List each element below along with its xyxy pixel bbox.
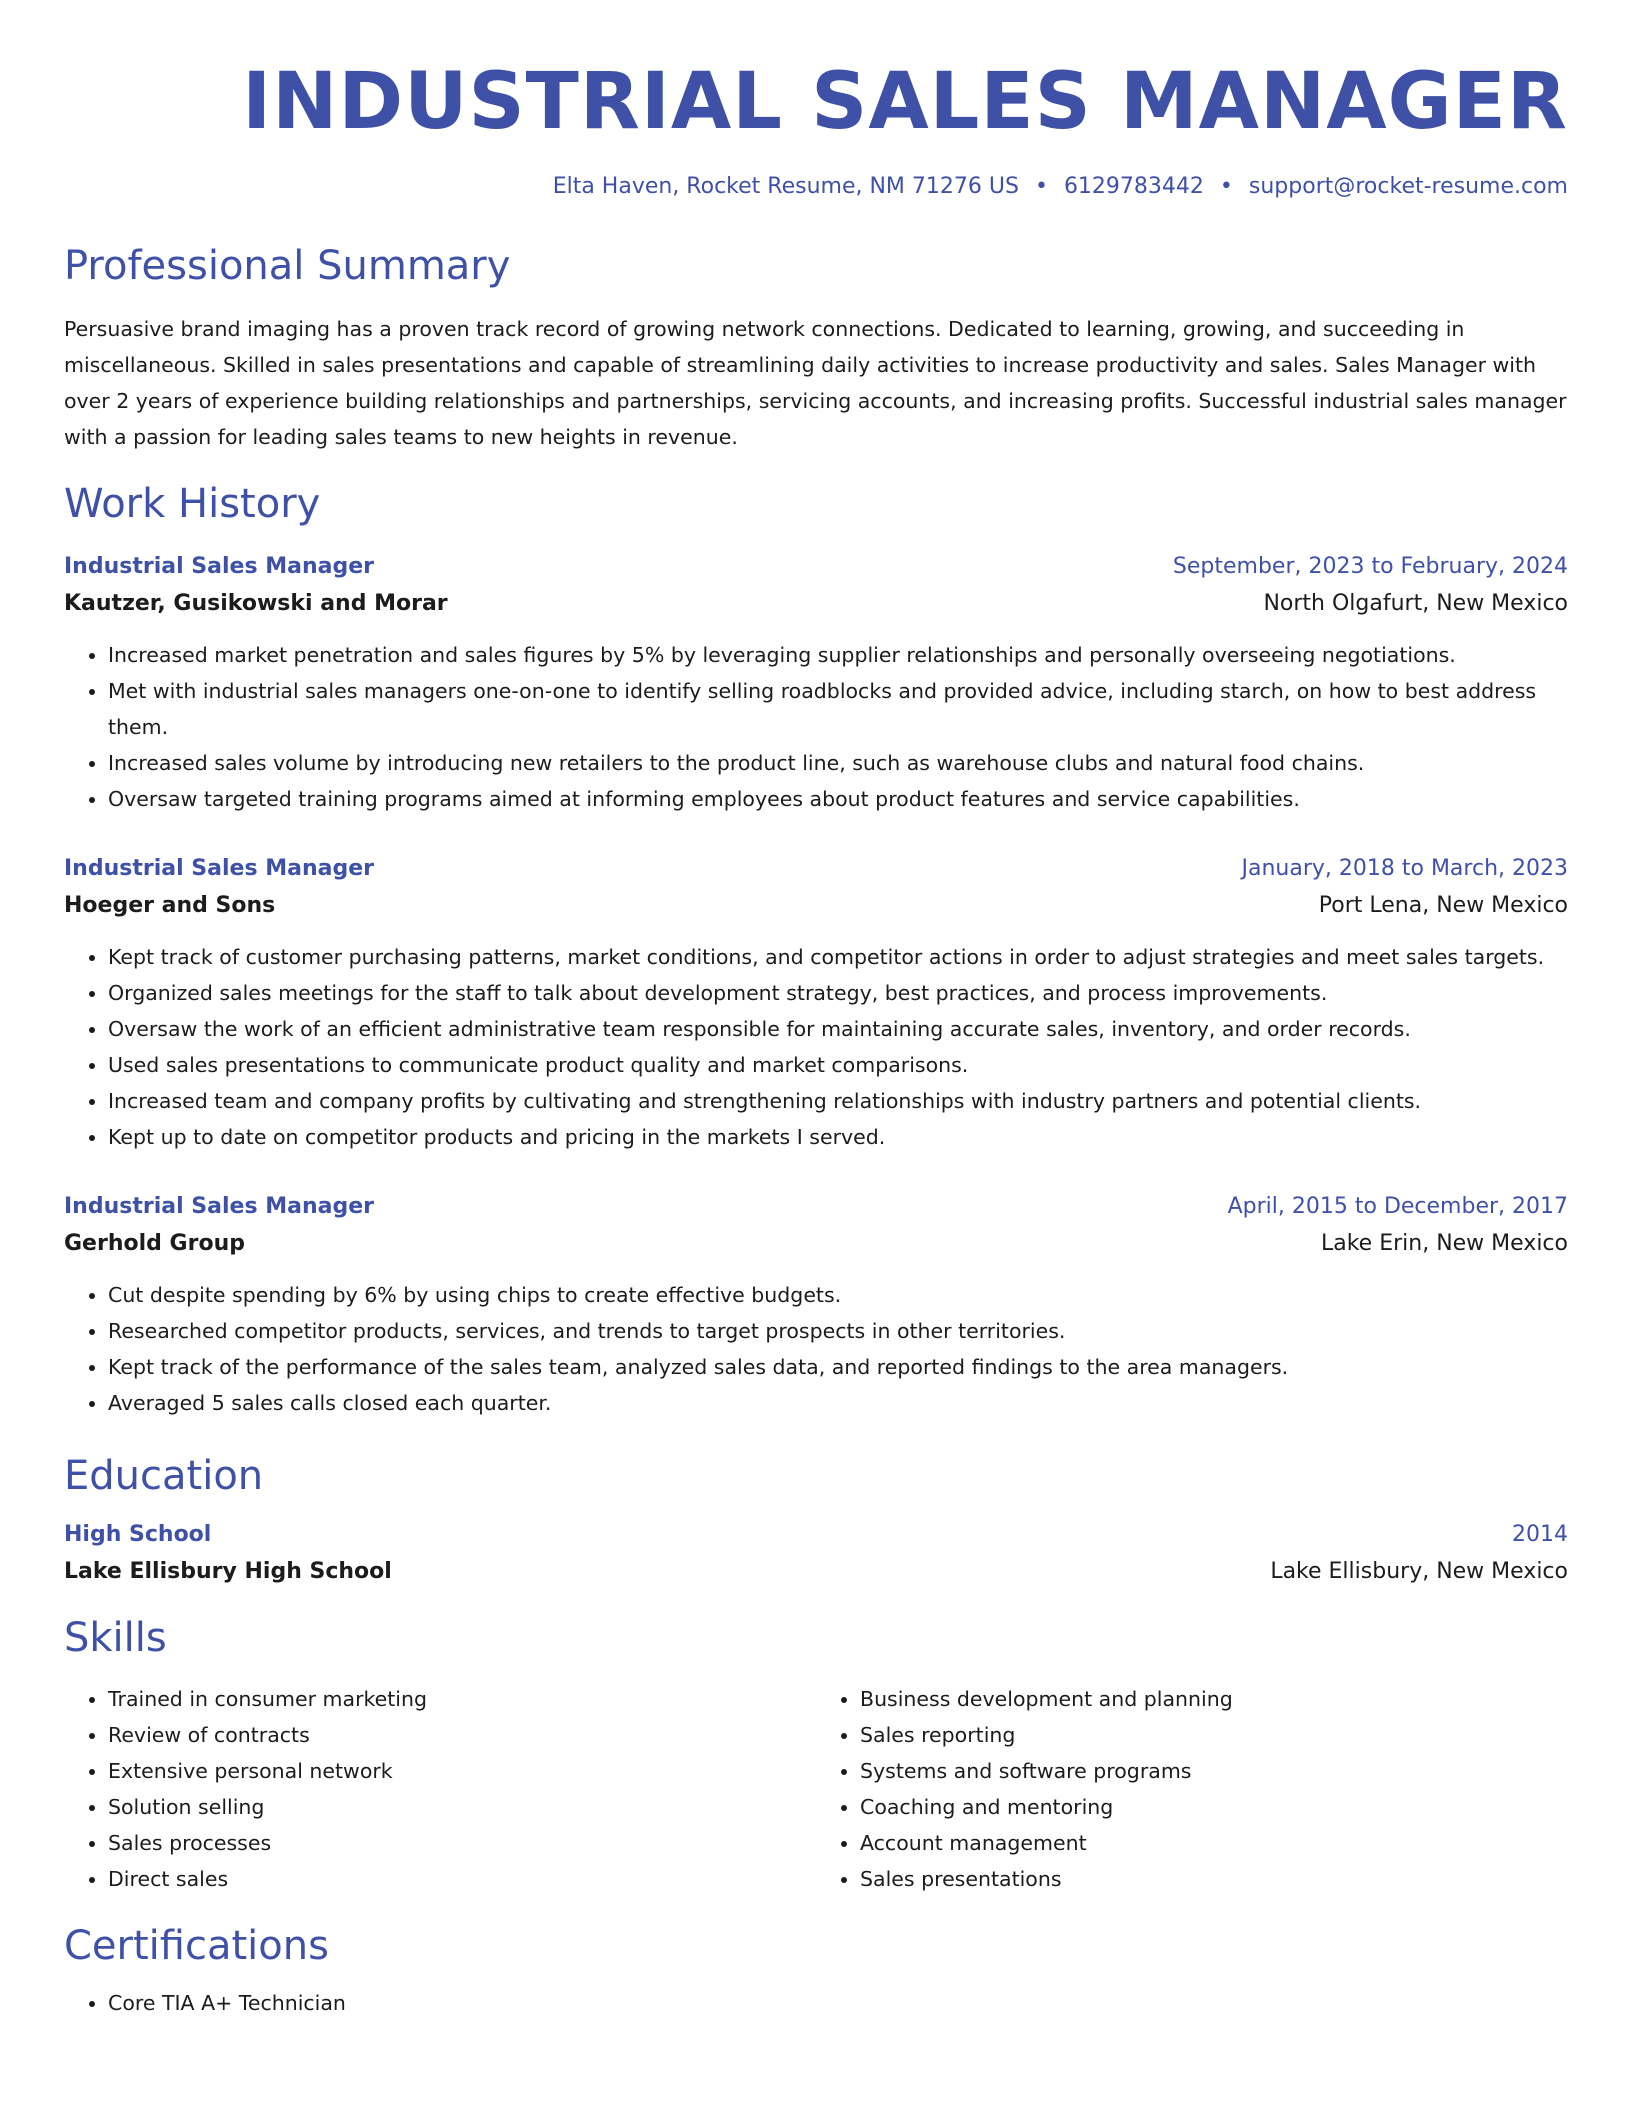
education-header-row: [64, 1517, 1568, 1553]
skill-item: • Review of contracts: [108, 1717, 816, 1753]
job-bullet: • Oversaw targeted training programs aimed at informing employees about product features and service capabilities.: [108, 781, 1568, 817]
job-bullet: • Met with industrial sales managers one-on-one to identify selling roadblocks and provided advice, including starch, on how to best address them.: [108, 673, 1568, 745]
skill-item: • Systems and software programs: [860, 1753, 1568, 1789]
skills-list-right: [816, 1681, 1568, 1897]
job-company: Kautzer, Gusikowski and Morar: [64, 591, 448, 616]
certifications-heading: Certifications: [64, 1923, 329, 1969]
job-title: Industrial Sales Manager: [64, 856, 374, 881]
job-company-row: [64, 887, 1568, 925]
certification-item: • Core TIA A+ Technician: [108, 1985, 1568, 2021]
summary-text: Persuasive brand imaging has a proven track record of growing network connections. Dedicated to learning, growing, and succeeding in miscellaneous. Skilled in sales presentations and capable of streamlining daily activities to increase productivity and sales. Sales Manager with over 2 years of experience building relationships and partnerships, servicing accounts, and increasing profits. Successful industrial sales manager with a passion for leading sales teams to new heights in revenue.: [64, 317, 1567, 449]
contact-separator: •: [1219, 174, 1233, 199]
job-header-row: [64, 1189, 1568, 1225]
job-dates: April, 2015 to December, 2017: [1227, 1194, 1568, 1219]
job-bullet: • Used sales presentations to communicate product quality and market comparisons.: [108, 1047, 1568, 1083]
skill-item: • Coaching and mentoring: [860, 1789, 1568, 1825]
education-degree: High School: [64, 1522, 212, 1547]
job-bullet: • Kept track of the performance of the sales team, analyzed sales data, and reported findings to the area managers.: [108, 1349, 1568, 1385]
skills-columns: [64, 1681, 1568, 1897]
skill-item: • Sales presentations: [860, 1861, 1568, 1897]
job-bullet: • Increased sales volume by introducing new retailers to the product line, such as warehouse clubs and natural food chains.: [108, 745, 1568, 781]
job-entry: [64, 549, 1568, 817]
job-bullet: • Averaged 5 sales calls closed each quarter.: [108, 1385, 1568, 1421]
contact-address: Elta Haven, Rocket Resume, NM 71276 US: [552, 174, 1019, 199]
resume-header: [64, 50, 1568, 199]
certifications-list: [64, 1985, 1568, 2021]
contact-separator: •: [1034, 174, 1048, 199]
job-bullet: • Researched competitor products, services, and trends to target prospects in other territories.: [108, 1313, 1568, 1349]
job-company: Gerhold Group: [64, 1231, 245, 1256]
job-header-row: [64, 549, 1568, 585]
job-bullet: • Organized sales meetings for the staff to talk about development strategy, best practices, and process improvements.: [108, 975, 1568, 1011]
skill-item: • Solution selling: [108, 1789, 816, 1825]
job-dates: January, 2018 to March, 2023: [1241, 856, 1568, 881]
job-entry: [64, 1189, 1568, 1421]
job-location: North Olgafurt, New Mexico: [1263, 591, 1568, 616]
skill-item: • Business development and planning: [860, 1681, 1568, 1717]
job-location: Lake Erin, New Mexico: [1320, 1231, 1568, 1256]
job-bullets: [64, 1277, 1568, 1421]
skill-item: • Trained in consumer marketing: [108, 1681, 816, 1717]
education-year: 2014: [1512, 1522, 1568, 1547]
contact-phone: 6129783442: [1063, 174, 1204, 199]
contact-line: [64, 174, 1568, 199]
summary-heading: Professional Summary: [64, 243, 511, 289]
education-school: Lake Ellisbury High School: [64, 1559, 392, 1584]
job-bullet: • Kept up to date on competitor products and pricing in the markets I served.: [108, 1119, 1568, 1155]
job-bullet: • Cut despite spending by 6% by using chips to create effective budgets.: [108, 1277, 1568, 1313]
education-school-row: [64, 1553, 1568, 1591]
job-header-row: [64, 851, 1568, 887]
skill-item: • Account management: [860, 1825, 1568, 1861]
job-bullet: • Kept track of customer purchasing patterns, market conditions, and competitor actions in order to adjust strategies and meet sales targets.: [108, 939, 1568, 975]
job-bullets: [64, 939, 1568, 1155]
job-entry: [64, 851, 1568, 1155]
skill-item: • Sales reporting: [860, 1717, 1568, 1753]
job-bullets: [64, 637, 1568, 817]
job-company: Hoeger and Sons: [64, 893, 276, 918]
resume-name: INDUSTRIAL SALES MANAGER: [242, 57, 1568, 147]
job-company-row: [64, 585, 1568, 623]
education-heading: Education: [64, 1453, 264, 1499]
work-history-heading: Work History: [64, 481, 321, 527]
skills-heading: Skills: [64, 1615, 167, 1661]
skills-list-left: [64, 1681, 816, 1897]
job-bullet: • Increased team and company profits by cultivating and strengthening relationships with industry partners and potential clients.: [108, 1083, 1568, 1119]
skill-item: • Extensive personal network: [108, 1753, 816, 1789]
job-dates: September, 2023 to February, 2024: [1172, 554, 1568, 579]
contact-email: support@rocket-resume.com: [1248, 174, 1568, 199]
job-bullet: • Increased market penetration and sales figures by 5% by leveraging supplier relationships and personally overseeing negotiations.: [108, 637, 1568, 673]
skill-item: • Direct sales: [108, 1861, 816, 1897]
job-title: Industrial Sales Manager: [64, 1194, 374, 1219]
skill-item: • Sales processes: [108, 1825, 816, 1861]
job-location: Port Lena, New Mexico: [1318, 893, 1568, 918]
job-company-row: [64, 1225, 1568, 1263]
education-entry: [64, 1517, 1568, 1591]
job-title: Industrial Sales Manager: [64, 554, 374, 579]
education-location: Lake Ellisbury, New Mexico: [1270, 1559, 1568, 1584]
job-bullet: • Oversaw the work of an efficient administrative team responsible for maintaining accurate sales, inventory, and order records.: [108, 1011, 1568, 1047]
